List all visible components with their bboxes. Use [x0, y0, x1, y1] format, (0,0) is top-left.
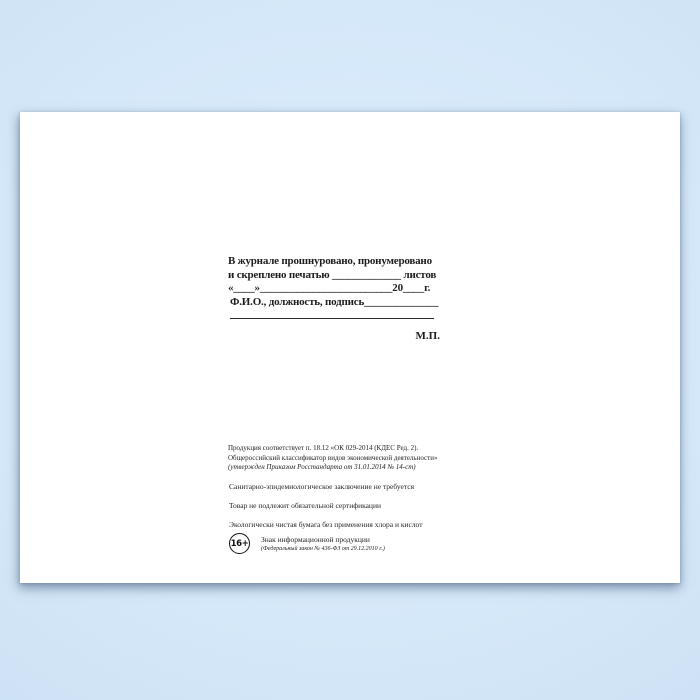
compliance-line3-decree: (утвержден Приказом Росстандарта от 31.01.2014 № 14-ст): [228, 463, 416, 471]
binding-statement-line1: В журнале прошнуровано, пронумеровано: [228, 255, 432, 267]
signature-rule: [230, 318, 434, 319]
stamp-place-abbr: М.П.: [415, 330, 440, 342]
eco-paper-statement: Экологически чистая бумага без применения хлора и кислот: [229, 520, 423, 529]
age-rating-label: 16+: [230, 538, 249, 549]
law-reference-note: (Федеральный закон № 436-ФЗ от 29.12.2010 г.): [261, 545, 385, 552]
info-product-mark: [261, 533, 385, 553]
certification-statement: Товар не подлежит обязательной сертификации: [229, 501, 381, 510]
compliance-line1: Продукция соответствует п. 18.12 «ОК 029-2014 (КДЕС Ред. 2).: [228, 444, 419, 452]
compliance-line2: Общероссийский классификатор видов экономической деятельности»: [228, 453, 438, 462]
binding-statement-line2: и скреплено печатью _____________ листов: [228, 268, 437, 281]
name-position-signature-line: Ф.И.О., должность, подпись______________: [230, 295, 439, 308]
age-rating-row: [229, 533, 385, 554]
date-blank-line: «____»_________________________20____г.: [228, 282, 431, 294]
document-page: [20, 112, 680, 583]
compliance-block: [228, 444, 437, 473]
age-rating-16plus-icon: [229, 533, 250, 554]
binding-statement-block: [228, 255, 438, 309]
sanitary-statement: Санитарно-эпидемиологическое заключение не требуется: [229, 482, 415, 491]
info-product-mark-title: Знак информационной продукции: [261, 535, 370, 544]
